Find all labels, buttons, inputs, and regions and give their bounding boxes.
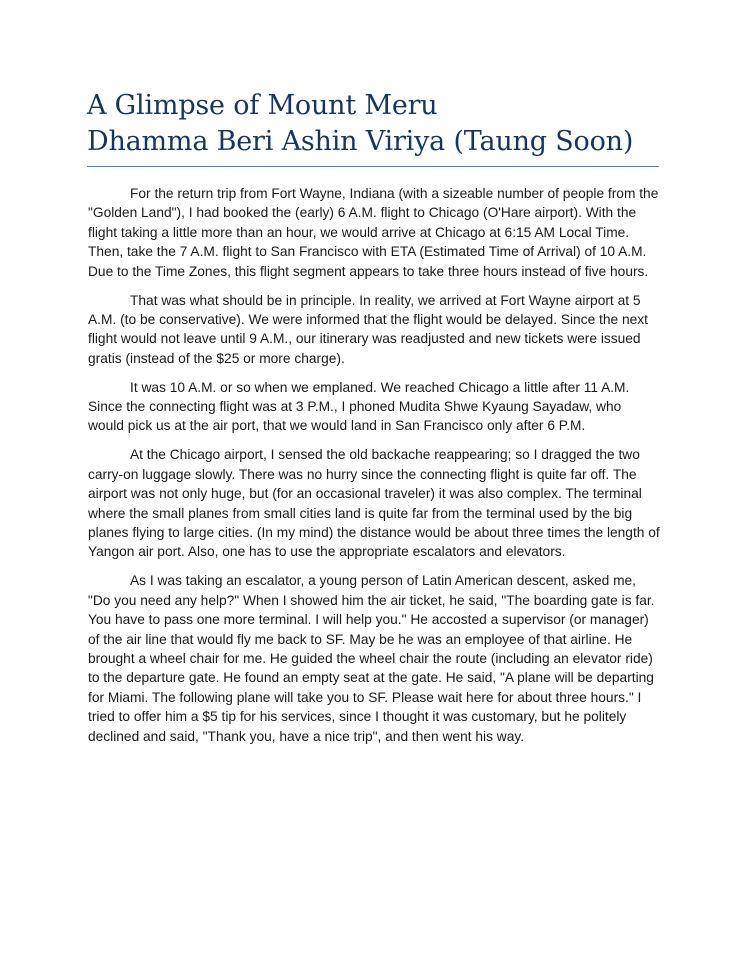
- paragraph-1: For the return trip from Fort Wayne, Indiana (with a sizeable number of people from the "Golden Land"), I had booked the (early) 6 A.M. flight to Chicago (O'Hare airport). With the flight taking a little more than an hour, we would arrive at Chicago at 6:15 AM Local Time. Then, take the 7 A.M. flight to San Francisco with ETA (Estimated Time of Arrival) of 10 A.M. Due to the Time Zones, this flight segment appears to take three hours instead of five hours.: [88, 186, 659, 279]
- paragraph-5: As I was taking an escalator, a young person of Latin American descent, asked me, "Do you need any help?" When I showed him the air ticket, he said, "The boarding gate is far. You have to pass one more terminal. I will help you." He accosted a supervisor (or manager) of the air line that would fly me back to SF. May be he was an employee of that airline. He brought a wheel chair for me. He guided the wheel chair the route (including an elevator ride) to the departure gate. He found an empty seat at the gate. He said, "A plane will be departing for Miami. The following plane will take you to SF. Please wait here for about three hours." I tried to offer him a $5 tip for his services, since I thought it was customary, but he politely declined and said, "Thank you, have a nice trip", and then went his way.: [88, 573, 655, 744]
- document-title: [87, 88, 659, 160]
- title-line-1: A Glimpse of Mount Meru: [87, 90, 438, 121]
- document-body: [88, 184, 660, 755]
- paragraph-4: At the Chicago airport, I sensed the old backache reappearing; so I dragged the two carry-on luggage slowly. There was no hurry since the connecting flight is quite far off. The airport was not only huge, but (for an occasional traveler) it was also complex. The terminal where the small planes from small cities land is quite far from the terminal used by the big planes flying to large cities. (In my mind) the distance would be about three times the length of Yangon air port. Also, one has to use the appropriate escalators and elevators.: [88, 447, 660, 560]
- title-underline: [87, 166, 659, 167]
- paragraph-3: It was 10 A.M. or so when we emplaned. We reached Chicago a little after 11 A.M. Since the connecting flight was at 3 P.M., I phoned Mudita Shwe Kyaung Sayadaw, who would pick us at the air port, that we would land in San Francisco only after 6 P.M.: [88, 379, 630, 434]
- title-line-2: Dhamma Beri Ashin Viriya (Taung Soon): [87, 126, 634, 157]
- paragraph-2: That was what should be in principle. In reality, we arrived at Fort Wayne airport at 5 A.M. (to be conservative). We were informed that the flight would be delayed. Since the next flight would not leave until 9 A.M., our itinerary was readjusted and new tickets were issued gratis (instead of the $25 or more charge).: [88, 292, 648, 366]
